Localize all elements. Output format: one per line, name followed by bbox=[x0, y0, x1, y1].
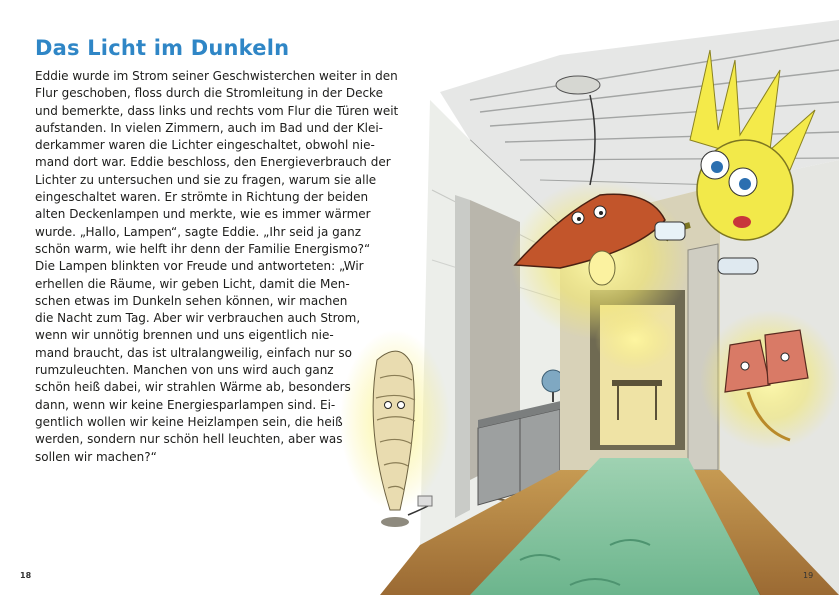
story-line: sollen wir machen?“ bbox=[35, 449, 157, 464]
story-line: die Nacht zum Tag. Aber wir verbrauchen auch Strom, bbox=[35, 311, 361, 326]
page-number-right: 19 bbox=[803, 571, 814, 580]
story-text bbox=[35, 68, 399, 466]
story-line: Eddie wurde im Strom seiner Geschwisterchen weiter in den bbox=[35, 69, 398, 83]
story-line: eingeschaltet waren. Er strömte in Richtung der beiden bbox=[35, 190, 369, 205]
page-number-left: 18 bbox=[20, 571, 32, 580]
story-line: mand dort war. Eddie beschloss, den Energieverbrauch der bbox=[35, 155, 391, 170]
story-line: wenn wir unnötig brennen und uns eigentlich nie- bbox=[35, 328, 334, 343]
chapter-title: Das Licht im Dunkeln bbox=[35, 36, 290, 60]
story-line: dann, wenn wir keine Energiesparlampen sind. Ei- bbox=[35, 397, 336, 412]
story-line: Lichter zu untersuchen und sie zu fragen, warum sie alle bbox=[35, 172, 377, 187]
story-line: derkammer waren die Lichter eingeschaltet, obwohl nie- bbox=[35, 138, 375, 153]
story-line: wurde. „Hallo, Lampen“, sagte Eddie. „Ihr seid ja ganz bbox=[35, 224, 362, 239]
story-line: rumzuleuchten. Manchen von uns wird auch ganz bbox=[35, 363, 334, 378]
story-line: werden, sondern nur schön hell leuchten, aber was bbox=[35, 432, 343, 447]
story-line: Die Lampen blinkten vor Freude und antworteten: „Wir bbox=[35, 259, 364, 274]
story-line: erhellen die Räume, wir geben Licht, damit die Men- bbox=[35, 276, 350, 291]
story-line: aufstanden. In vielen Zimmern, auch im Bad und der Klei- bbox=[35, 120, 383, 135]
story-line: alten Deckenlampen und merkte, wie es immer wärmer bbox=[35, 207, 371, 222]
story-line: schen etwas im Dunkeln sehen können, wir machen bbox=[35, 293, 348, 308]
story-line: schön warm, wie helft ihr denn der Familie Energismo?“ bbox=[35, 241, 371, 256]
story-line: schön heiß dabei, wir strahlen Wärme ab, besonders bbox=[35, 380, 351, 395]
story-line: und bemerkte, dass links und rechts vom Flur die Türen weit bbox=[35, 103, 399, 118]
story-line: Flur geschoben, floss durch die Stromleitung in der Decke bbox=[35, 86, 383, 101]
story-line: mand braucht, das ist ultralangweilig, einfach nur so bbox=[35, 345, 353, 360]
story-line: gentlich wollen wir keine Heizlampen sein, die heiß bbox=[35, 414, 343, 429]
